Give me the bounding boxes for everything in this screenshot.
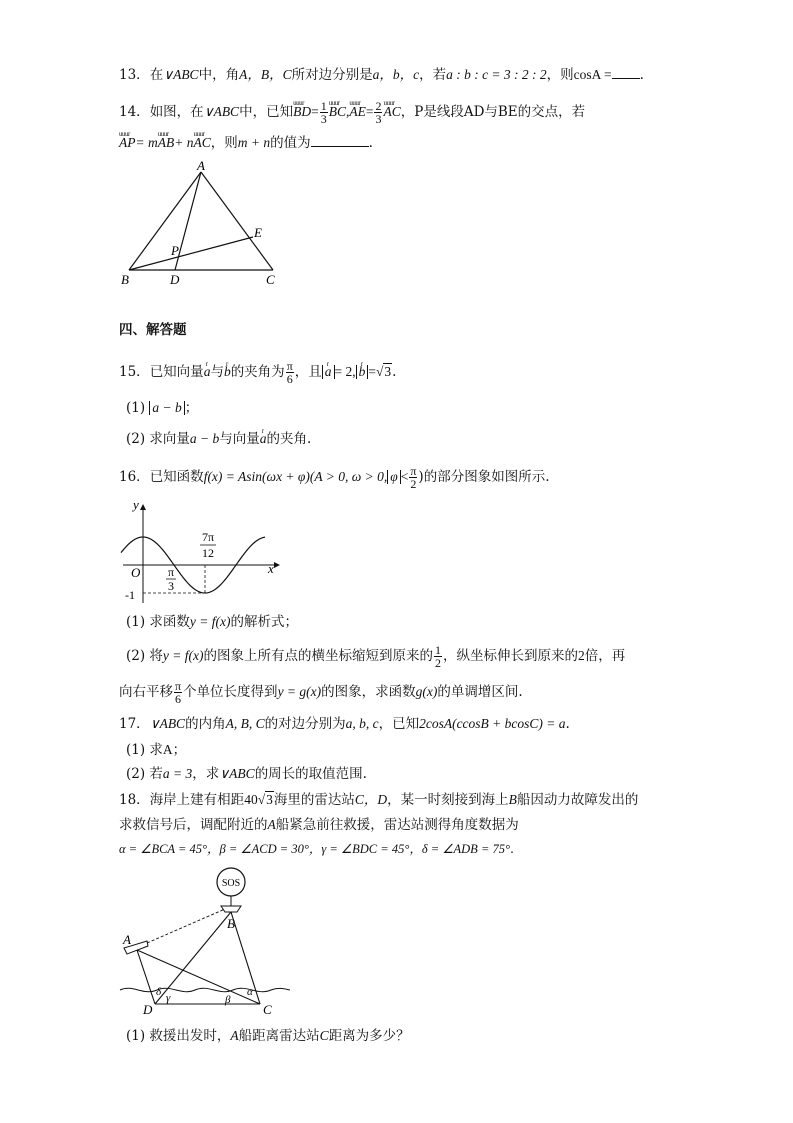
segment-be: [129, 237, 253, 270]
q15-text: 的夹角为: [230, 364, 285, 380]
part-end: ；: [184, 400, 199, 416]
q17-part2: [126, 765, 367, 783]
part-math: A: [162, 742, 173, 757]
part-text: 的单调增区间.: [437, 684, 523, 700]
q16-part2-cont: [119, 677, 523, 707]
origin-label: O: [131, 565, 141, 580]
part-text: 与向量: [219, 431, 260, 447]
line-bc: [231, 912, 260, 1004]
q17-line: [119, 715, 570, 733]
q13-angles: A，B，C: [239, 67, 292, 82]
q18-ship-a: A: [267, 817, 276, 832]
phi: φ: [390, 469, 398, 484]
q18-text: ，某一时刻接到海上: [387, 792, 509, 808]
q15-text: ，且: [294, 364, 322, 380]
q16-part2: [126, 641, 625, 671]
part-label: (1): [126, 1028, 146, 1044]
fraction-pi-6: [174, 680, 182, 705]
part-math: 2: [578, 648, 585, 663]
label-d: D: [143, 1002, 153, 1017]
part-text: ，求: [192, 766, 220, 782]
fraction-den: 3: [320, 112, 327, 126]
q18-end: .: [510, 841, 514, 856]
q17-sides: a, b, c: [345, 716, 379, 731]
part-math: y = f(x): [189, 614, 231, 629]
part-label: (2): [126, 648, 146, 664]
q18-line3: [119, 840, 514, 858]
q13-ratio: a : b : c = 3 : 2 : 2: [446, 67, 547, 82]
q15-end: .: [392, 364, 397, 380]
fraction-den: 3: [375, 112, 382, 126]
vector-a: r a: [260, 430, 267, 448]
q13-end: .: [639, 67, 644, 83]
sqrt-3: √3: [257, 792, 273, 807]
q17-triangle: ∨ABC: [149, 716, 186, 731]
q13-triangle: ∨ABC: [163, 67, 199, 82]
q13-text: 所对边分别是: [291, 67, 373, 83]
line-ab: [147, 909, 225, 943]
part-math: ∨ABC: [219, 766, 255, 781]
answer-blank: [311, 146, 369, 147]
abs-phi: [387, 470, 400, 484]
label-delta: δ: [156, 986, 162, 998]
q18-ship-b: B: [508, 792, 517, 807]
side-ab: [129, 172, 201, 270]
label-a: A: [197, 158, 205, 173]
label-p: P: [171, 243, 179, 258]
q15-line: [119, 357, 396, 387]
q13-sides: a，b，c: [372, 67, 420, 82]
abs-a: [322, 365, 335, 379]
q15-part1: [126, 399, 198, 417]
fraction-den: 2: [410, 477, 417, 491]
q15-text: 已知向量: [149, 364, 204, 380]
q13-line: [119, 66, 644, 84]
axis-label-x: x: [268, 561, 274, 576]
vector-ae: uuur AE: [349, 98, 366, 126]
q18-line1: [119, 791, 638, 809]
tick-7pi12-den: 12: [202, 546, 214, 560]
q17-part1: [126, 741, 186, 759]
q18-part1: [126, 1027, 410, 1045]
sos-label: SOS: [221, 878, 241, 889]
q14-text: 如图，在: [149, 104, 204, 120]
q14-text: ，: [400, 104, 415, 120]
part-label: (2): [126, 766, 146, 782]
part-text: 求: [149, 742, 163, 758]
vector-ac: uuur AC: [383, 98, 400, 126]
axis-label-y: y: [133, 497, 139, 512]
vector-ap: uuur AP: [119, 134, 136, 152]
part-text: ，纵坐标伸长到原来的: [443, 648, 579, 664]
less-than: <: [400, 469, 409, 484]
q14-text: P是线段AD与BE的交点，若: [414, 104, 586, 120]
q14-comma: ,: [345, 104, 350, 119]
q13-number: 13．: [119, 67, 150, 83]
q16-text: )的部分图象如图所示.: [418, 469, 550, 485]
part-text: 将: [149, 648, 163, 664]
q17-end: .: [565, 716, 570, 732]
tick-7pi12-num: 7π: [201, 530, 215, 544]
q17-angles: A, B, C: [225, 716, 265, 731]
part-text: 的解析式；: [230, 614, 299, 630]
vector-ab: uuur AB: [158, 134, 175, 152]
abs-b: [356, 365, 369, 379]
part-text: 求向量: [149, 431, 190, 447]
q17-text: 的对边分别为: [264, 716, 346, 732]
rescue-figure: [115, 862, 295, 1022]
fraction-num: π: [286, 359, 293, 373]
part-text: 倍，再: [584, 648, 626, 664]
q16-part1: [126, 613, 298, 631]
q14-text: 中，已知: [239, 104, 294, 120]
label-d: D: [170, 272, 180, 287]
part-text: 救援出发时，: [149, 1028, 231, 1044]
part-math: a = 3: [162, 766, 193, 781]
vector-b: r b: [224, 357, 231, 387]
line-ad: [137, 950, 155, 1004]
vector-b: r b: [359, 365, 366, 379]
q13-ask: cosA =: [573, 67, 612, 82]
q13-text: ，则: [546, 67, 574, 83]
fraction-den: 6: [286, 372, 293, 386]
label-b: B: [227, 916, 235, 931]
triangle-figure: [115, 158, 290, 290]
q17-equation: 2cosA(ccosB + bcosC) = a: [419, 716, 566, 731]
q18-line2: [119, 816, 519, 834]
q13-text: ，若: [419, 67, 447, 83]
fraction-two-thirds: [374, 100, 382, 125]
part-text: 距离为多少？: [328, 1028, 410, 1044]
q14-number: 14．: [119, 104, 150, 120]
fraction-den: 6: [175, 692, 182, 706]
part-text: 向右平移: [119, 684, 173, 700]
q13-text: 中，角: [198, 67, 240, 83]
vector-bc: uuur BC: [329, 98, 346, 126]
q18-text: 海里的雷达站: [273, 792, 355, 808]
q14-mn: m + n: [237, 135, 271, 150]
part-text: ；: [172, 742, 187, 758]
tick-pi3-den: 3: [168, 579, 174, 593]
label-e: E: [254, 225, 262, 240]
q17-number: 17．: [119, 716, 150, 732]
part-text: 船距离雷达站: [238, 1028, 320, 1044]
label-alpha: α: [247, 986, 253, 998]
part-text: 求函数: [149, 614, 190, 630]
vector-a: r a: [204, 357, 211, 387]
water-wave: [120, 988, 290, 991]
part-math: g(x): [415, 684, 438, 699]
part-math: y = f(x): [162, 648, 204, 663]
label-a: A: [123, 932, 131, 947]
part-text: 的图象，求函数: [321, 684, 416, 700]
q14-eq: = m: [135, 135, 158, 150]
tick-pi3-num: π: [167, 565, 175, 579]
line-bd: [155, 912, 231, 1004]
q17-text: ，已知: [378, 716, 420, 732]
vector-a: r a: [325, 365, 332, 379]
part-text: 的夹角.: [266, 431, 312, 447]
part-math: A: [230, 1028, 239, 1043]
label-c: C: [266, 272, 275, 287]
fraction-num: π: [410, 464, 417, 478]
q14-line1: [119, 98, 585, 126]
vector-expr: a − b: [152, 400, 182, 415]
part-label: (2): [126, 431, 146, 447]
q18-stations: C，D: [354, 792, 388, 807]
q18-angles: α = ∠BCA = 45°，β = ∠ACD = 30°，γ = ∠BDC = 45°，δ = ∠ADB = 75°: [119, 842, 511, 856]
part-label: (1): [126, 614, 146, 630]
q14-end: .: [368, 135, 373, 151]
part-text: 的周长的取值范围.: [254, 766, 367, 782]
q14-line2: [119, 134, 373, 152]
radicand: 3: [384, 364, 392, 379]
part-math: y = g(x): [277, 684, 322, 699]
label-beta: β: [225, 994, 231, 1006]
answer-blank: [612, 78, 640, 79]
q14-text: 的值为: [270, 135, 311, 151]
fraction-half: [434, 644, 442, 669]
q16-function: f(x) = Asin(ωx + φ)(A > 0, ω > 0,: [203, 469, 388, 484]
q18-number: 18．: [119, 792, 150, 808]
fraction-pi-2: [409, 465, 417, 490]
label-c: C: [263, 1002, 272, 1017]
vector-bd: uuur BD: [293, 98, 311, 126]
fraction-num: 2: [375, 99, 382, 113]
q18-text: 船因动力故障发出的: [516, 792, 639, 808]
sqrt-3: √3: [376, 364, 392, 379]
fraction-num: 1: [435, 643, 442, 657]
q14-text: ，则: [210, 135, 238, 151]
abs-a-minus-b: [149, 401, 184, 415]
vector-expr: a − b: [189, 431, 220, 446]
q16-line: [119, 462, 549, 492]
sine-graph: [115, 497, 285, 609]
q15-text: 与: [210, 364, 224, 380]
q18-distance: 40: [244, 792, 258, 807]
radicand: 3: [266, 792, 273, 807]
part-math: C: [319, 1028, 329, 1043]
q14-eq: =: [311, 104, 319, 119]
q14-plus: + n: [174, 135, 194, 150]
side-ac: [201, 172, 273, 270]
label-gamma: γ: [166, 992, 171, 1004]
q15-eq: = 2,: [334, 364, 356, 379]
label-b: B: [121, 272, 129, 287]
part-text: 个单位长度得到: [183, 684, 278, 700]
q16-number: 16．: [119, 469, 150, 485]
tick-neg1: -1: [125, 588, 135, 602]
q15-eq: =: [368, 364, 376, 379]
fraction-num: 1: [320, 99, 327, 113]
q14-triangle: ∨ABC: [203, 104, 240, 119]
vector-ac: uuur AC: [193, 134, 210, 152]
q15-number: 15．: [119, 364, 150, 380]
q15-part2: [126, 430, 311, 448]
part-text: 若: [149, 766, 163, 782]
q13-text: 在: [149, 67, 164, 83]
fraction-den: 2: [435, 656, 442, 670]
part-text: 的图象上所有点的横坐标缩短到原来的: [203, 648, 434, 664]
fraction-num: π: [175, 679, 182, 693]
q14-eq: =: [365, 104, 374, 119]
q18-text: 求救信号后，调配附近的: [119, 817, 268, 833]
ship-b-icon: [221, 906, 241, 912]
q18-text: 船紧急前往救援，雷达站测得角度数据为: [275, 817, 519, 833]
part-label: (1): [126, 742, 146, 758]
fraction-pi-6: [286, 360, 294, 385]
part-label: (1): [126, 400, 146, 416]
q16-text: 已知函数: [149, 469, 204, 485]
fraction-one-third: [320, 100, 328, 125]
section-heading: 四、解答题: [119, 322, 187, 338]
q18-text: 海岸上建有相距: [149, 792, 245, 808]
q17-text: 的内角: [185, 716, 226, 732]
